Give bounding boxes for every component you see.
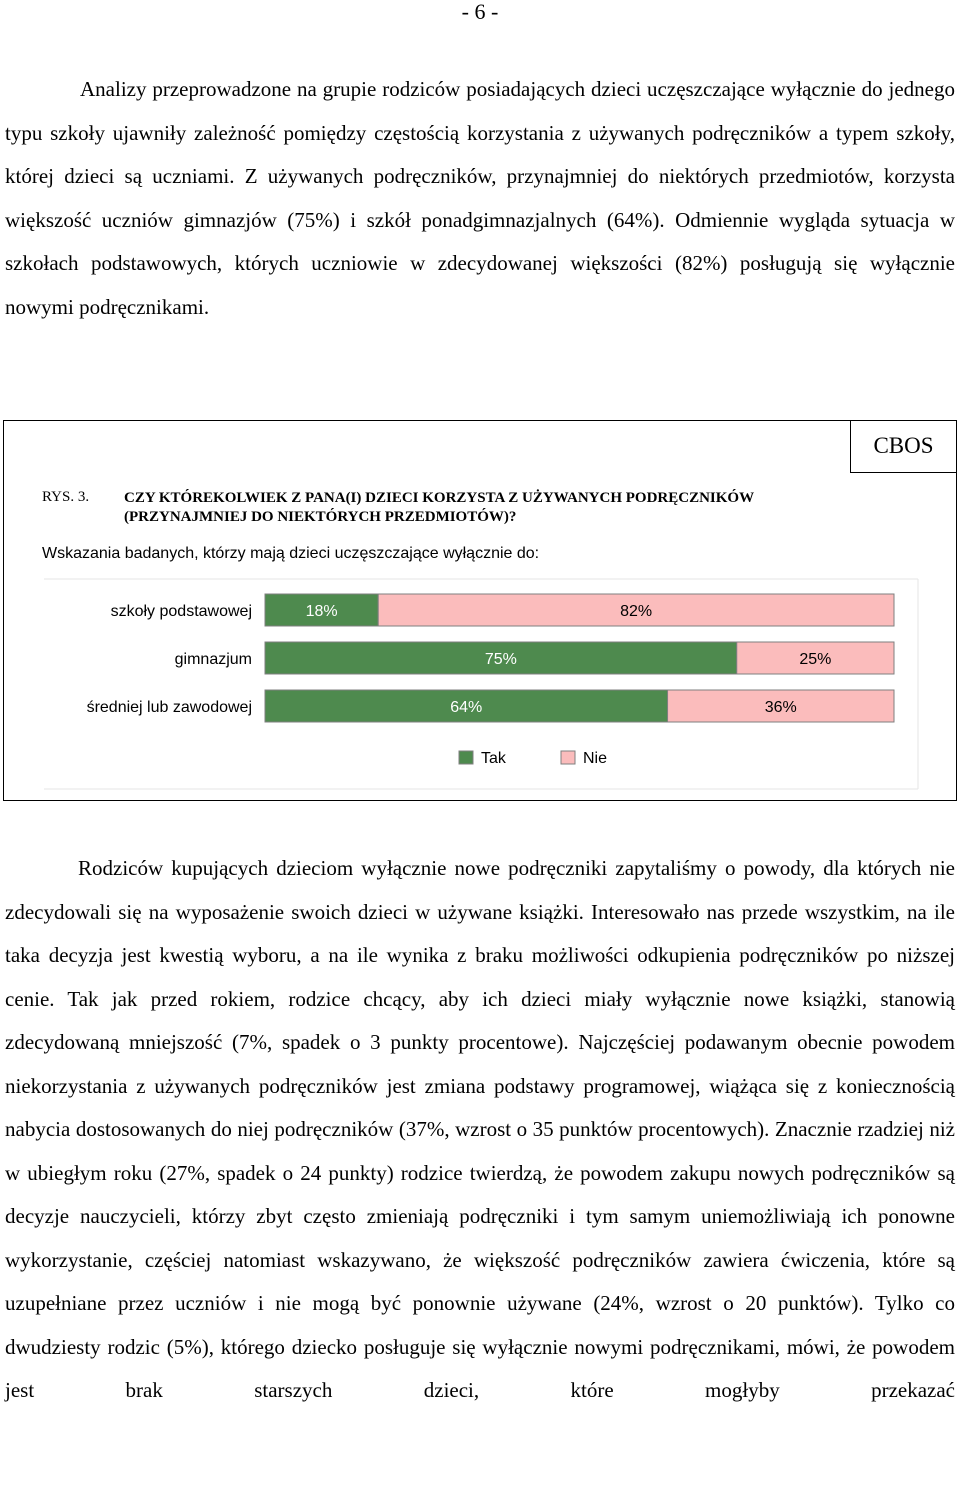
- legend-label: Nie: [583, 750, 608, 767]
- data-label: 75%: [484, 651, 517, 668]
- figure-label: RYS. 3.: [42, 489, 90, 505]
- category-label: szkoły podstawowej: [110, 603, 252, 620]
- category-label: średniej lub zawodowej: [86, 699, 252, 716]
- intro-paragraph: Analizy przeprowadzone na grupie rodziców posiadających dzieci uczęszczające wyłącznie do jednego typu szkoły ujawniły zależność pomiędzy częstością korzystania z używanych podręczników a typem szkoły, której dzieci są uczniami. Z używanych podręczników, przynajmniej do niektórych przedmiotów, korzysta większość uczniów gimnazjów (75%) i szkół ponadgimnazjalnych (64%). Odmiennie wygląda sytuacja w szkołach podstawowych, których uczniowie w zdecydowanej większości (82%) posługują się wyłącznie nowymi podręcznikami.: [5, 77, 955, 319]
- data-label: 64%: [450, 699, 483, 716]
- cbos-badge: CBOS: [850, 421, 956, 473]
- stacked-bar-chart: [4, 571, 956, 801]
- data-label: 25%: [799, 651, 832, 668]
- data-label: 82%: [620, 603, 653, 620]
- page-number: - 6 -: [461, 0, 499, 24]
- chart-frame: [3, 420, 957, 801]
- body-paragraph: Rodziców kupujących dzieciom wyłącznie nowe podręczniki zapytaliśmy o powody, dla których nie zdecydowali się na wyposażenie swoich dzieci w używane książki. Interesowało nas przede wszystkim, na ile taka decyzja jest kwestią wyboru, a na ile wynika z braku możliwości odkupienia podręczników po niższej cenie. Tak jak przed rokiem, rodzice chcący, aby ich dzieci miały wyłącznie nowe książki, stanowią zdecydowaną mniejszość (7%, spadek o 3 punkty procentowe). Najczęściej podawanym obecnie powodem niekorzystania z używanych podręczników jest zmiana podstawy programowej, wiążąca się z koniecznością nabycia dostosowanych do niej podręczników (37%, wzrost o 35 punktów procentowych). Znacznie rzadziej niż w ubiegłym roku (27%, spadek o 24 punkty) rodzice twierdzą, że powodem zakupu nowych podręczników są decyzje nauczycieli, którzy zbyt często zmieniają podręczniki i tym samym uniemożliwiają ich ponowne wykorzystanie, częściej natomiast wskazywano, że większość podręczników zawiera ćwiczenia, które są uzupełniane przez uczniów i nie mogą być ponownie używane (24%, wzrost o 20 punktów). Tylko co dwudziesty rodzic (5%), którego dziecko posługuje się wyłącznie nowymi podręcznikami, mówi, że powodem jest brak starszych dzieci, które mogłyby przekazać: [5, 856, 955, 1402]
- legend-swatch-tak: [459, 751, 473, 764]
- legend-swatch-nie: [561, 751, 575, 764]
- data-label: 18%: [305, 603, 338, 620]
- legend-label: Tak: [481, 750, 506, 767]
- chart-title: CZY KTÓREKOLWIEK Z PANA(I) DZIECI KORZYSTA Z UŻYWANYCH PODRĘCZNIKÓW (PRZYNAJMNIEJ DO NIEKTÓRYCH PRZEDMIOTÓW)?: [124, 490, 754, 525]
- category-label: gimnazjum: [174, 651, 252, 668]
- chart-subtitle: Wskazania badanych, którzy mają dzieci uczęszczające wyłącznie do:: [42, 545, 540, 562]
- data-label: 36%: [764, 699, 797, 716]
